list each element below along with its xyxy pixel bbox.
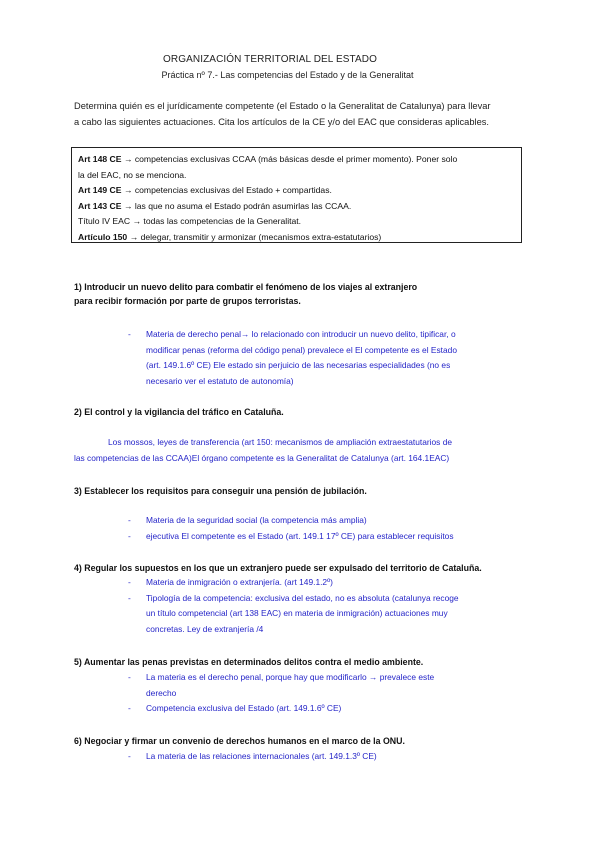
answer-line: modificar penas (reforma del código penal) prevalece el El competente es el Estado: [146, 344, 457, 355]
bullet-dash: -: [128, 329, 131, 339]
article-label: Art 149 CE: [78, 185, 122, 195]
answer-item: [128, 513, 548, 529]
answer-item: [128, 591, 548, 638]
answer-item: [128, 670, 548, 701]
box-text: la del EAC, no se menciona.: [78, 169, 187, 180]
box-line: [78, 230, 521, 246]
answer-2: [74, 435, 544, 466]
answer-line: (art. 149.1.6º CE) Ele estado sin perjuicio de las necesarias especialidades (no es: [146, 360, 451, 370]
question-5: [74, 656, 544, 670]
box-text: Título IV EAC → todas las competencias de la Generalitat.: [78, 216, 302, 226]
instructions-line: a cabo las siguientes actuaciones. Cita los artículos de la CE y/o del EAC que consideras aplicables.: [74, 117, 489, 127]
answer-item: [128, 575, 548, 591]
box-line: [78, 199, 521, 215]
question-2: [74, 406, 544, 420]
answer-line: La materia de las relaciones internacionales (art. 149.1.3º CE): [146, 751, 377, 761]
question-line: 5) Aumentar las penas previstas en determinados delitos contra el medio ambiente.: [74, 657, 424, 667]
answer-4: [128, 575, 548, 637]
answer-line: Materia de inmigración o extranjería. (art 149.1.2º): [146, 577, 333, 587]
box-text: → delegar, transmitir y armonizar (mecanismos extra-estatutarios): [127, 231, 382, 242]
answer-1: [128, 327, 548, 389]
question-line: 1) Introducir un nuevo delito para combatir el fenómeno de los viajes al extranjero: [74, 282, 418, 292]
question-line: para recibir formación por parte de grupos terroristas.: [74, 295, 301, 306]
page-title: ORGANIZACIÓN TERRITORIAL DEL ESTADO: [163, 54, 377, 65]
answer-item: [128, 701, 548, 717]
answer-line: necesario ver el estatuto de autonomía): [146, 375, 294, 386]
article-label: Artículo 150: [78, 231, 128, 242]
bullet-dash: -: [128, 577, 131, 587]
instructions-line: Determina quién es el jurídicamente competente (el Estado o la Generalitat de Catalunya) para llevar: [74, 101, 491, 111]
bullet-dash: -: [128, 515, 131, 525]
bullet-dash: -: [128, 751, 131, 761]
instructions-paragraph: [74, 98, 534, 130]
answer-item: [128, 749, 548, 765]
bullet-dash: -: [128, 530, 131, 541]
question-3: [74, 485, 544, 499]
article-label: Art 143 CE: [78, 200, 122, 211]
box-line: [78, 168, 521, 184]
answer-line: ejecutiva El competente es el Estado (art. 149.1 17º CE) para establecer requisitos: [146, 530, 454, 541]
answer-3: [128, 513, 548, 544]
answer-line: concretas. Ley de extranjería /4: [146, 623, 264, 634]
bullet-dash: -: [128, 672, 131, 682]
answer-5: [128, 670, 548, 717]
box-text: → competencias exclusivas CCAA (más básicas desde el primer momento). Poner solo: [121, 154, 458, 164]
box-line: [78, 214, 521, 230]
question-6: [74, 735, 544, 749]
answer-line: Los mossos, leyes de transferencia (art 150: mecanismos de ampliación extraestatutarios de: [108, 437, 453, 447]
answer-line: La materia es el derecho penal, porque hay que modificarlo → prevalece este: [146, 672, 435, 682]
answer-line: derecho: [146, 687, 177, 698]
box-line: [78, 152, 521, 168]
question-line: 6) Negociar y firmar un convenio de derechos humanos en el marco de la ONU.: [74, 736, 405, 746]
box-text: → las que no asuma el Estado podrán asumirlas las CCAA.: [121, 200, 352, 211]
answer-line: las competencias de las CCAA)El órgano competente es la Generalitat de Catalunya (art. 164.1EAC): [74, 452, 450, 463]
box-line: [78, 183, 521, 199]
answer-item: [128, 529, 548, 545]
bullet-dash: -: [128, 703, 131, 713]
answer-6: [128, 749, 548, 765]
question-4: [74, 562, 544, 576]
bullet-dash: -: [128, 592, 131, 603]
article-label: Art 148 CE: [78, 154, 122, 164]
answer-line: Tipología de la competencia: exclusiva del estado, no es absoluta (catalunya recoge: [146, 592, 459, 603]
question-line: 3) Establecer los requisitos para conseguir una pensión de jubilación.: [74, 486, 367, 496]
question-line: 2) El control y la vigilancia del tráfico en Cataluña.: [74, 407, 284, 417]
answer-line: un título competencial (art 138 EAC) en materia de inmigración) actuaciones muy: [146, 608, 448, 618]
answer-line: Materia de la seguridad social (la competencia más amplia): [146, 515, 367, 525]
page-subtitle: Práctica nº 7.- Las competencias del Estado y de la Generalitat: [161, 70, 414, 80]
question-1: [74, 281, 544, 308]
question-line: 4) Regular los supuestos en los que un extranjero puede ser expulsado del territorio de Cataluña.: [74, 563, 482, 573]
reference-box: [71, 147, 522, 243]
box-text: → competencias exclusivas del Estado + compartidas.: [121, 185, 332, 195]
answer-line: Materia de derecho penal→ lo relacionado con introducir un nuevo delito, tipificar, o: [146, 329, 456, 339]
answer-line: Competencia exclusiva del Estado (art. 149.1.6º CE): [146, 703, 342, 713]
